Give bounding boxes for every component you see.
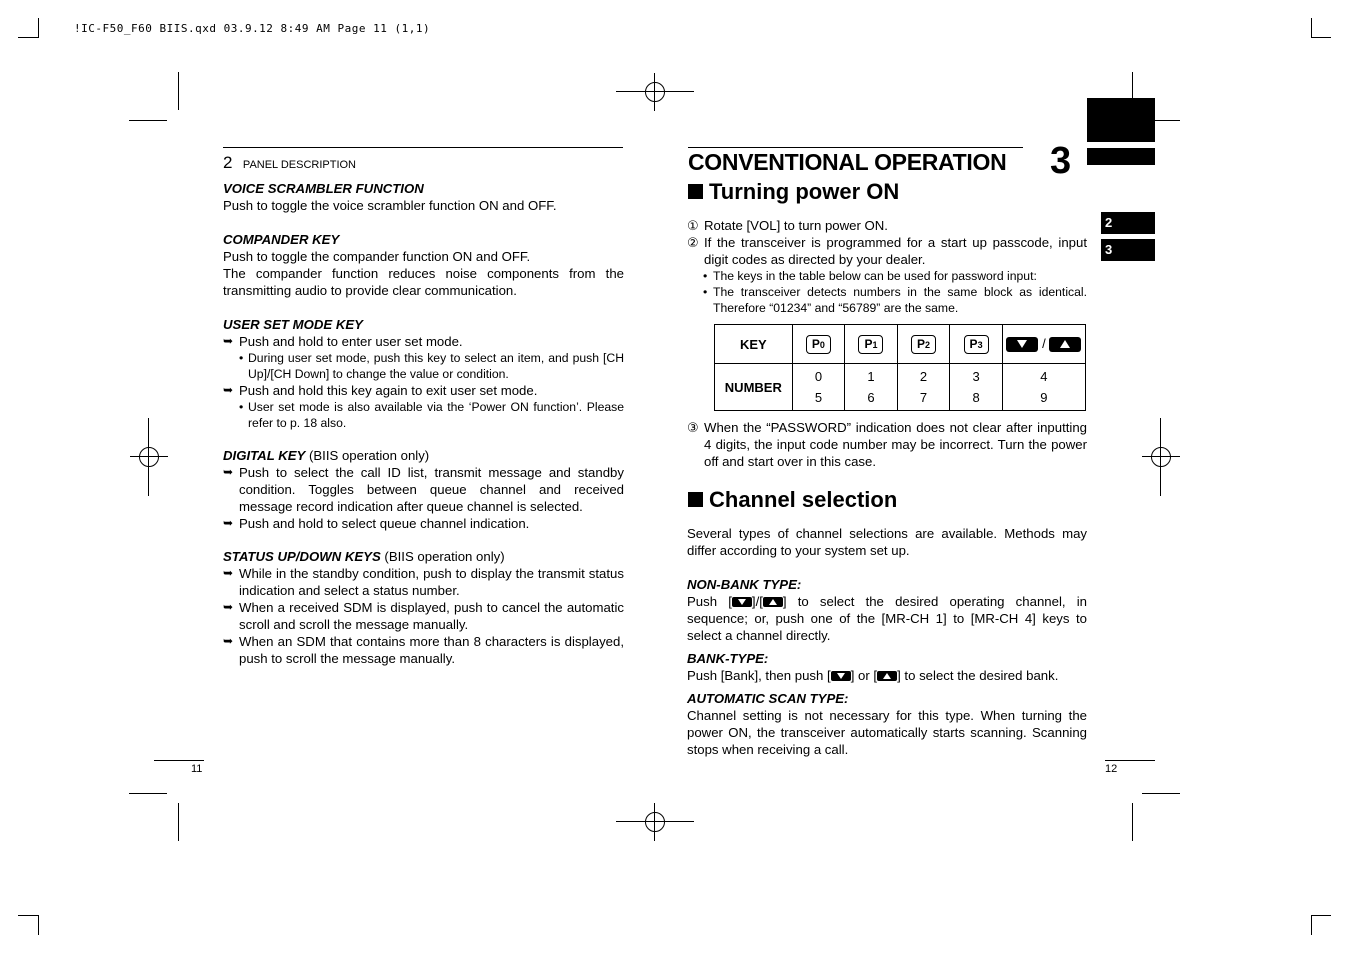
number-cell: 1 6 [845, 364, 898, 411]
compander-heading: COMPANDER KEY [223, 232, 340, 247]
registration-mark-icon [636, 73, 674, 111]
up-key-icon [1049, 337, 1081, 352]
key-cell [897, 325, 950, 364]
registration-mark-icon [130, 438, 168, 476]
arrow-bullet-icon: ➥ [223, 465, 234, 479]
step-3-block [687, 419, 1087, 470]
arrow-bullet-icon: ➥ [223, 566, 234, 580]
list-item: ➥ Push and hold this key again to exit user set mode. [223, 383, 538, 398]
crop-mark [1311, 37, 1331, 38]
digital-key-heading: DIGITAL KEY (BIIS operation only) [223, 448, 430, 463]
trim-mark [178, 803, 179, 841]
key-cell [792, 325, 845, 364]
up-key-icon [763, 597, 783, 607]
list-item: ➥ While in the standby condition, push to display the transmit status indication and select a status number. [223, 566, 624, 598]
trim-mark [1132, 803, 1133, 841]
page-number: 12 [1105, 763, 1118, 775]
list-item: ➥ Push to select the call ID list, transmit message and standby condition. Toggles between queue channel and received message record indication after queue channel is selected. [223, 465, 624, 514]
list-item: ➥ Push and hold to enter user set mode. [223, 334, 463, 349]
key-cell [950, 325, 1003, 364]
sub-list-item: • During user set mode, push this key to select an item, and push [CH Up]/[CH Down] to change the value or condition. [239, 351, 624, 381]
voice-scrambler-heading: VOICE SCRAMBLER FUNCTION [223, 181, 424, 196]
p1-key-icon: P1 [858, 335, 883, 354]
arrow-bullet-icon: ➥ [223, 634, 234, 648]
crop-mark [1311, 915, 1312, 935]
bank-heading: BANK-TYPE: [687, 651, 769, 666]
channel-selection-title: Channel selection [688, 487, 897, 513]
key-separator: / [1042, 335, 1046, 351]
user-set-heading: USER SET MODE KEY [223, 317, 363, 332]
left-column [223, 180, 624, 667]
section-number: 2 [223, 153, 233, 172]
compander-text: The compander function reduces noise components from the transmitting audio to provide clear communication. [223, 266, 624, 298]
password-key-table [714, 324, 1086, 411]
trim-mark [129, 793, 167, 794]
voice-scrambler-text: Push to toggle the voice scrambler function ON and OFF. [223, 198, 557, 213]
nonbank-heading: NON-BANK TYPE: [687, 577, 802, 592]
key-cell [1002, 325, 1085, 364]
crop-mark [18, 37, 38, 38]
arrow-bullet-icon: ➥ [223, 600, 234, 614]
number-cell: 2 7 [897, 364, 950, 411]
sub-list-item: • The keys in the table below can be used for password input: [703, 269, 1037, 283]
channel-intro: Several types of channel selections are available. Methods may differ according to your system set up. [687, 526, 1087, 558]
sub-list-item: • The transceiver detects numbers in the same block as identical. Therefore “01234” and “56789” are the same. [703, 285, 1087, 315]
compander-text: Push to toggle the compander function ON and OFF. [223, 249, 531, 264]
list-item: ➥ When an SDM that contains more than 8 characters is displayed, push to scroll the message manually. [223, 634, 624, 666]
table-row [715, 325, 1086, 364]
sub-list-item: • User set mode is also available via the ‘Power ON function’. Please refer to p. 18 also. [239, 400, 624, 430]
table-header-key: KEY [715, 325, 793, 364]
registration-mark-icon [1142, 438, 1180, 476]
number-cell: 3 8 [950, 364, 1003, 411]
square-bullet-icon [688, 184, 703, 199]
key-cell [845, 325, 898, 364]
print-header: !IC-F50_F60 BIIS.qxd 03.9.12 8:49 AM Page 11 (1,1) [74, 22, 431, 35]
down-key-icon [1006, 337, 1038, 352]
section-header [223, 153, 356, 173]
down-key-icon [732, 597, 752, 607]
side-tab-2: 2 [1101, 212, 1155, 234]
up-key-icon [877, 671, 897, 681]
crop-mark [1311, 915, 1331, 916]
nonbank-text: Push [ ]/[ ] to select the desired operating channel, in sequence; or, push one of the [MR-CH 1] to [MR-CH 4] keys to select a channel directly. [687, 594, 1087, 643]
step-3: ③ When the “PASSWORD” indication does not clear after inputting 4 digits, the input code number may be incorrect. Turn the power off and start over in this case. [687, 420, 1087, 469]
registration-line [616, 821, 694, 822]
chapter-tab-block [1087, 98, 1155, 142]
registration-line [616, 91, 694, 92]
square-bullet-icon [688, 492, 703, 507]
down-key-icon [831, 671, 851, 681]
header-rule [223, 147, 623, 148]
footer-rule [1105, 760, 1155, 761]
auto-scan-heading: AUTOMATIC SCAN TYPE: [687, 691, 849, 706]
crop-mark [38, 18, 39, 38]
registration-mark-icon [636, 803, 674, 841]
p3-key-icon: P3 [964, 335, 989, 354]
bank-text: Push [Bank], then push [ ] or [ ] to select the desired bank. [687, 668, 1059, 683]
power-on-steps [687, 217, 1087, 316]
p0-key-icon: P0 [806, 335, 831, 354]
list-item: ➥ When a received SDM is displayed, push to cancel the automatic scroll and scroll the message manually. [223, 600, 624, 632]
trim-mark [129, 120, 167, 121]
arrow-bullet-icon: ➥ [223, 383, 234, 397]
chapter-tab-bar [1087, 148, 1155, 165]
crop-mark [38, 915, 39, 935]
arrow-bullet-icon: ➥ [223, 334, 234, 348]
number-cell: 4 9 [1002, 364, 1085, 411]
list-item: ➥ Push and hold to select queue channel indication. [223, 516, 530, 531]
auto-scan-text: Channel setting is not necessary for this type. When turning the power ON, the transceiver automatically starts scanning. Scanning stops when receiving a call. [687, 708, 1087, 757]
section-title: PANEL DESCRIPTION [242, 159, 356, 171]
footer-rule [154, 760, 204, 761]
trim-mark [1142, 793, 1180, 794]
table-header-number: NUMBER [715, 364, 793, 411]
chapter-title: CONVENTIONAL OPERATION [688, 149, 1007, 175]
p2-key-icon: P2 [911, 335, 936, 354]
side-tab-3: 3 [1101, 239, 1155, 261]
step-2: ② If the transceiver is programmed for a start up passcode, input digit codes as directed by your dealer. [687, 235, 1087, 267]
crop-mark [1311, 18, 1312, 38]
channel-selection-body [687, 525, 1087, 758]
chapter-number: 3 [1050, 140, 1072, 182]
trim-mark [178, 72, 179, 110]
registration-line [148, 418, 149, 496]
status-keys-heading: STATUS UP/DOWN KEYS (BIIS operation only) [223, 549, 505, 564]
page-number: 11 [191, 763, 203, 775]
registration-line [1160, 418, 1161, 496]
table-row [715, 364, 1086, 411]
crop-mark [18, 915, 38, 916]
step-1: ① Rotate [VOL] to turn power ON. [687, 218, 888, 233]
number-cell: 0 5 [792, 364, 845, 411]
turning-power-on-title: Turning power ON [688, 179, 899, 205]
arrow-bullet-icon: ➥ [223, 516, 234, 530]
